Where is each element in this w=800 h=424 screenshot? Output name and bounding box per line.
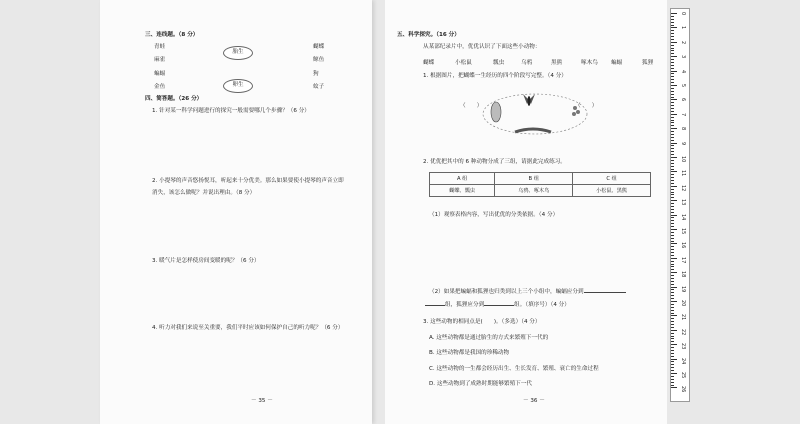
section4-title: 四、简答题。（26 分）	[145, 96, 203, 102]
ruler-minor-tick	[671, 307, 674, 308]
ruler-minor-tick	[671, 73, 674, 74]
ruler-minor-tick	[671, 19, 674, 20]
ruler-minor-tick	[671, 255, 674, 256]
ruler-minor-tick	[671, 266, 674, 267]
ruler-number: 20	[680, 300, 686, 307]
ruler-major-tick	[671, 373, 677, 374]
ruler-minor-tick	[671, 206, 674, 207]
ruler-minor-tick	[671, 22, 674, 23]
stage-blank[interactable]: （ ）	[575, 103, 598, 109]
ruler-minor-tick	[671, 169, 674, 170]
ruler-minor-tick	[671, 53, 674, 54]
ruler-minor-tick	[671, 79, 674, 80]
ruler-major-tick	[671, 85, 677, 86]
question-3: 3. 暖气片是怎样使房间变暖的呢？（6 分）	[152, 258, 260, 264]
ruler-minor-tick	[671, 284, 674, 285]
ruler-minor-tick	[671, 163, 674, 164]
ruler-minor-tick	[671, 16, 674, 17]
group-table	[429, 172, 651, 197]
ruler-minor-tick	[671, 91, 674, 92]
ruler-minor-tick	[671, 137, 674, 138]
ruler-minor-tick	[671, 36, 674, 37]
animal-item: 乌鸦	[521, 60, 533, 66]
ruler-minor-tick	[671, 151, 674, 152]
q2-part2-line1	[429, 289, 626, 296]
ruler-minor-tick	[671, 249, 674, 250]
stage-blank[interactable]: （ ）	[460, 103, 483, 109]
ruler-minor-tick	[671, 353, 674, 354]
viviparous-bubble: 胎生	[223, 46, 253, 60]
ruler-major-tick	[671, 71, 677, 72]
ruler-minor-tick	[671, 50, 674, 51]
ruler-minor-tick	[671, 154, 674, 155]
ruler-minor-tick	[671, 122, 674, 123]
ruler-number: 23	[680, 343, 686, 350]
animal-item: 黑熊	[551, 60, 563, 66]
ruler-minor-tick	[671, 246, 674, 247]
ruler-major-tick	[671, 128, 677, 129]
ruler-minor-tick	[671, 226, 674, 227]
ruler-minor-tick	[671, 102, 674, 103]
animal-item: 小松鼠	[455, 60, 472, 66]
ruler-minor-tick	[671, 48, 674, 49]
table-header: A 组	[430, 173, 495, 185]
option-a[interactable]: A. 这些动物都是通过胎生的方式来繁殖下一代的	[429, 335, 549, 341]
ruler-major-tick	[671, 315, 677, 316]
ruler-minor-tick	[671, 105, 674, 106]
ruler-minor-tick	[671, 382, 674, 383]
ruler-major-tick	[671, 186, 677, 187]
ruler-major-tick	[671, 99, 677, 100]
section3-title: 三、连线题。（8 分）	[145, 32, 199, 38]
ruler-minor-tick	[671, 160, 674, 161]
animal-right: 蚊子	[313, 84, 325, 90]
q2-part2-text: 组。（填序号）（4 分）	[514, 302, 570, 308]
ruler-minor-tick	[671, 134, 674, 135]
ruler-minor-tick	[671, 295, 674, 296]
ruler-minor-tick	[671, 125, 674, 126]
ruler-number: 13	[680, 199, 686, 206]
ruler-minor-tick	[671, 356, 674, 357]
ruler-number: 3	[680, 55, 686, 59]
ruler-number: 14	[680, 213, 686, 220]
ruler-minor-tick	[671, 261, 674, 262]
animal-item: 蝴蝶	[423, 60, 435, 66]
ruler-minor-tick	[671, 166, 674, 167]
ruler-minor-tick	[671, 220, 674, 221]
ruler-number: 6	[680, 98, 686, 102]
ruler-minor-tick	[671, 217, 674, 218]
option-c[interactable]: C. 这些动物的一生都会经历出生、生长发育、繁殖、衰亡的生命过程	[429, 366, 599, 372]
ruler-minor-tick	[671, 108, 674, 109]
ruler-minor-tick	[671, 212, 674, 213]
animal-right: 狗	[313, 71, 319, 77]
ruler-minor-tick	[671, 33, 674, 34]
animal-item: 狐狸	[642, 60, 654, 66]
ruler-minor-tick	[671, 361, 674, 362]
ruler-minor-tick	[671, 304, 674, 305]
ruler-minor-tick	[671, 376, 674, 377]
animal-item: 瓢虫	[493, 60, 505, 66]
ruler-minor-tick	[671, 235, 674, 236]
ruler-number: 22	[680, 328, 686, 336]
ruler-number: 0	[680, 12, 686, 16]
ruler-major-tick	[671, 143, 677, 144]
ruler-minor-tick	[671, 275, 674, 276]
ruler-minor-tick	[671, 174, 674, 175]
table-cell: 乌鸦、啄木鸟	[495, 185, 573, 197]
ruler-minor-tick	[671, 347, 674, 348]
ruler-major-tick	[671, 359, 677, 360]
ruler-major-tick	[671, 27, 677, 28]
answer-blank[interactable]	[584, 292, 626, 293]
ruler-number: 7	[680, 112, 686, 116]
ruler-major-tick	[671, 215, 677, 216]
ruler-major-tick	[671, 56, 677, 57]
ruler-minor-tick	[671, 68, 674, 69]
animal-item: 啄木鸟	[581, 60, 598, 66]
ruler-minor-tick	[671, 140, 674, 141]
page-number: － 35 －	[251, 398, 273, 404]
q2-part2-text: （2）如果把蝙蝠和狐狸也归类到以上三个小组中，蝙蝠应分到	[429, 289, 584, 295]
ruler-minor-tick	[671, 117, 674, 118]
ruler-minor-tick	[671, 310, 674, 311]
oviparous-bubble: 卵生	[223, 79, 253, 93]
animal-right: 鲸鱼	[313, 57, 325, 63]
animal-item: 蝙蝠	[611, 60, 623, 66]
ruler-minor-tick	[671, 177, 674, 178]
right-page	[385, 0, 667, 424]
ruler-minor-tick	[671, 82, 674, 83]
ruler-major-tick	[671, 330, 677, 331]
ruler-minor-tick	[671, 333, 674, 334]
question-2-line2: 消失，该怎么做呢？并说出理由。（8 分）	[152, 190, 256, 196]
ruler-number: 10	[680, 156, 686, 163]
animal-left: 麻雀	[154, 57, 166, 63]
q2-part2-line2	[425, 302, 570, 309]
ruler-number: 24	[680, 357, 686, 364]
ruler-minor-tick	[671, 238, 674, 239]
ruler-minor-tick	[671, 76, 674, 77]
ruler-major-tick	[671, 272, 677, 273]
ruler-number: 9	[680, 141, 686, 145]
ruler-minor-tick	[671, 223, 674, 224]
ruler-number: 4	[680, 69, 686, 73]
ruler	[670, 8, 690, 402]
ruler-minor-tick	[671, 39, 674, 40]
answer-blank[interactable]	[484, 305, 514, 306]
ruler-minor-tick	[671, 379, 674, 380]
ruler-minor-tick	[671, 197, 674, 198]
ruler-minor-tick	[671, 370, 674, 371]
ruler-minor-tick	[671, 324, 674, 325]
ruler-minor-tick	[671, 252, 674, 253]
ruler-major-tick	[671, 387, 677, 388]
ruler-minor-tick	[671, 264, 674, 265]
ruler-number: 8	[680, 127, 686, 131]
ruler-minor-tick	[671, 111, 674, 112]
ruler-minor-tick	[671, 148, 674, 149]
section5-title: 五、科学探究。（16 分）	[397, 32, 460, 38]
ruler-major-tick	[671, 229, 677, 230]
ruler-minor-tick	[671, 341, 674, 342]
animal-left: 青蛙	[154, 44, 166, 50]
ruler-major-tick	[671, 243, 677, 244]
ruler-number: 25	[680, 372, 686, 379]
ruler-major-tick	[671, 42, 677, 43]
q2-text: 2. 优优把其中的 6 种动物分成了三组，请据此完成练习。	[423, 159, 566, 165]
question-1: 1. 针对某一科学问题进行的探究一般需要哪几个步骤？（6 分）	[152, 108, 310, 114]
ruler-major-tick	[671, 114, 677, 115]
ruler-minor-tick	[671, 180, 674, 181]
ruler-minor-tick	[671, 88, 674, 89]
ruler-minor-tick	[671, 232, 674, 233]
q3-text: 3. 这些动物的相同点是( )。（多选）（4 分）	[423, 319, 541, 325]
ruler-major-tick	[671, 171, 677, 172]
ruler-number: 16	[680, 242, 686, 249]
ruler-minor-tick	[671, 313, 674, 314]
life-cycle-diagram	[465, 86, 605, 142]
ruler-minor-tick	[671, 269, 674, 270]
ruler-number: 2	[680, 40, 686, 44]
ruler-minor-tick	[671, 189, 674, 190]
table-header: B 组	[495, 173, 573, 185]
ruler-minor-tick	[671, 241, 674, 242]
ruler-minor-tick	[671, 364, 674, 365]
ruler-minor-tick	[671, 30, 674, 31]
ruler-number: 19	[680, 285, 686, 292]
ruler-minor-tick	[671, 321, 674, 322]
ruler-minor-tick	[671, 385, 674, 386]
ruler-major-tick	[671, 13, 677, 14]
ruler-minor-tick	[671, 336, 674, 337]
ruler-number: 15	[680, 228, 686, 235]
question-2-line1: 2. 小提琴的声音悠扬悦耳，听起来十分优美。那么如果要使小提琴的声音立即	[152, 178, 344, 184]
ruler-minor-tick	[671, 278, 674, 279]
ruler-major-tick	[671, 200, 677, 201]
ruler-minor-tick	[671, 350, 674, 351]
ruler-minor-tick	[671, 292, 674, 293]
ruler-minor-tick	[671, 131, 674, 132]
ruler-minor-tick	[671, 45, 674, 46]
ruler-minor-tick	[671, 25, 674, 26]
q1-text: 1. 根据图片，把蝴蝶一生经历的四个阶段写完整。（4 分）	[423, 73, 567, 79]
table-header: C 组	[573, 173, 651, 185]
ruler-number: 12	[680, 184, 686, 192]
ruler-number: 5	[680, 84, 686, 88]
answer-blank[interactable]	[425, 305, 445, 306]
page-number: － 36 －	[523, 398, 545, 404]
ruler-minor-tick	[671, 318, 674, 319]
ruler-major-tick	[671, 287, 677, 288]
intro-text: 从某部纪录片中，优优认识了下面这些小动物：	[423, 44, 541, 50]
ruler-major-tick	[671, 344, 677, 345]
ruler-minor-tick	[671, 289, 674, 290]
ruler-number: 21	[680, 314, 686, 321]
question-4: 4. 听力对我们来说至关重要，我们平时应该如何保护自己的听力呢？（6 分）	[152, 325, 344, 331]
ruler-minor-tick	[671, 298, 674, 299]
ruler-minor-tick	[671, 209, 674, 210]
ruler-number: 11	[680, 170, 686, 177]
ruler-minor-tick	[671, 145, 674, 146]
ruler-minor-tick	[671, 62, 674, 63]
ruler-number: 18	[680, 271, 686, 278]
option-d[interactable]: D. 这些动物到了成熟时期能够繁殖下一代	[429, 381, 532, 387]
ruler-minor-tick	[671, 120, 674, 121]
ruler-major-tick	[671, 157, 677, 158]
table-cell: 蝴蝶、瓢虫	[430, 185, 495, 197]
ruler-minor-tick	[671, 338, 674, 339]
ruler-minor-tick	[671, 59, 674, 60]
q2-part2-text: 组，狐狸应分到	[445, 302, 485, 308]
ruler-minor-tick	[671, 183, 674, 184]
animal-left: 蝙蝠	[154, 71, 166, 77]
table-cell: 小松鼠、黑熊	[573, 185, 651, 197]
ruler-minor-tick	[671, 327, 674, 328]
ruler-minor-tick	[671, 281, 674, 282]
ruler-minor-tick	[671, 367, 674, 368]
ruler-minor-tick	[671, 94, 674, 95]
option-b[interactable]: B. 这些动物都是我国的珍稀动物	[429, 350, 510, 356]
ruler-major-tick	[671, 301, 677, 302]
ruler-minor-tick	[671, 194, 674, 195]
left-page	[100, 0, 372, 424]
animal-left: 金鱼	[154, 84, 166, 90]
ruler-number: 26	[680, 386, 686, 393]
ruler-minor-tick	[671, 203, 674, 204]
ruler-number: 1	[680, 26, 686, 30]
q2-part1: （1）观察表格内容，写出优优的分类依据。（4 分）	[429, 212, 559, 218]
ruler-major-tick	[671, 258, 677, 259]
ruler-minor-tick	[671, 97, 674, 98]
ruler-minor-tick	[671, 192, 674, 193]
ruler-number: 17	[680, 256, 686, 264]
ruler-minor-tick	[671, 65, 674, 66]
animal-right: 蝴蝶	[313, 44, 325, 50]
